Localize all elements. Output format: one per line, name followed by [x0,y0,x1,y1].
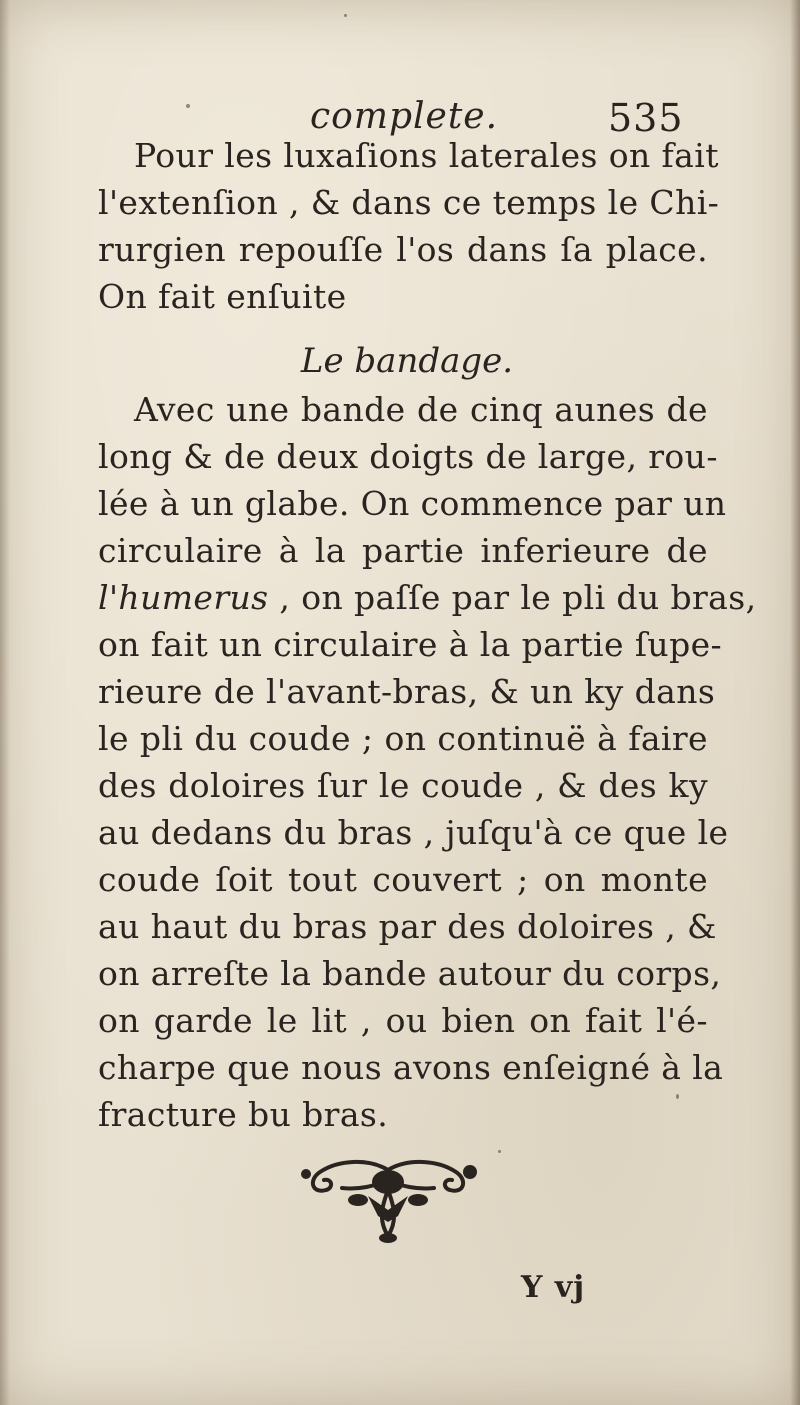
text-line: on garde le lit , ou bien on fait l'é- [98,1001,708,1040]
text-line: circulaire à la partie inferieure de [98,531,708,570]
text-line-rest: , on paſſe par le pli du bras, [268,578,757,617]
ink-speck [186,104,190,108]
signature-mark: Y vj [521,1270,586,1305]
text-line-humerus [98,574,757,621]
text-line: au haut du bras par des doloires , & [98,907,717,946]
text-line: charpe que nous avons enſeigné à la [98,1048,724,1087]
ink-speck [498,1150,501,1153]
paragraph-luxations [98,132,720,320]
section-heading [0,336,800,386]
text-line: Avec une bande de cinq aunes de [134,390,708,429]
text-line: rurgien repouſſe l'os dans ſa place. [98,230,708,269]
section-heading-text: Le bandage. [300,341,514,381]
ink-speck [676,1094,679,1099]
paragraph-bandage [98,386,757,1138]
text-line: coude ſoit tout couvert ; on monte [98,860,708,899]
running-title: complete. [310,96,499,137]
text-line: des doloires ſur le coude , & des ky [98,766,708,805]
text-line: au dedans du bras , juſqu'à ce que le [98,813,729,852]
fleuron-ornament-icon [298,1150,478,1245]
text-line: lée à un glabe. On commence par un [98,484,727,523]
text-line: On fait enſuite [98,277,347,316]
page-left-edge [0,0,10,1405]
page-number: 535 [608,96,684,140]
text-line: rieure de l'avant-bras, & un ky dans [98,672,716,711]
text-line: long & de deux doigts de large, rou- [98,437,718,476]
ink-speck [344,14,347,17]
text-line: on arreſte la bande autour du corps, [98,954,722,993]
text-line: fracture bu bras. [98,1095,389,1134]
text-line: le pli du coude ; on continuë à faire [98,719,708,758]
italic-term: l'humerus [98,578,269,617]
text-line: on fait un circulaire à la partie ſupe- [98,625,723,664]
page-right-edge [790,0,800,1405]
text-line: Pour les luxaſions laterales on fait [134,136,719,175]
text-line: l'extenſion , & dans ce temps le Chi- [98,183,720,222]
